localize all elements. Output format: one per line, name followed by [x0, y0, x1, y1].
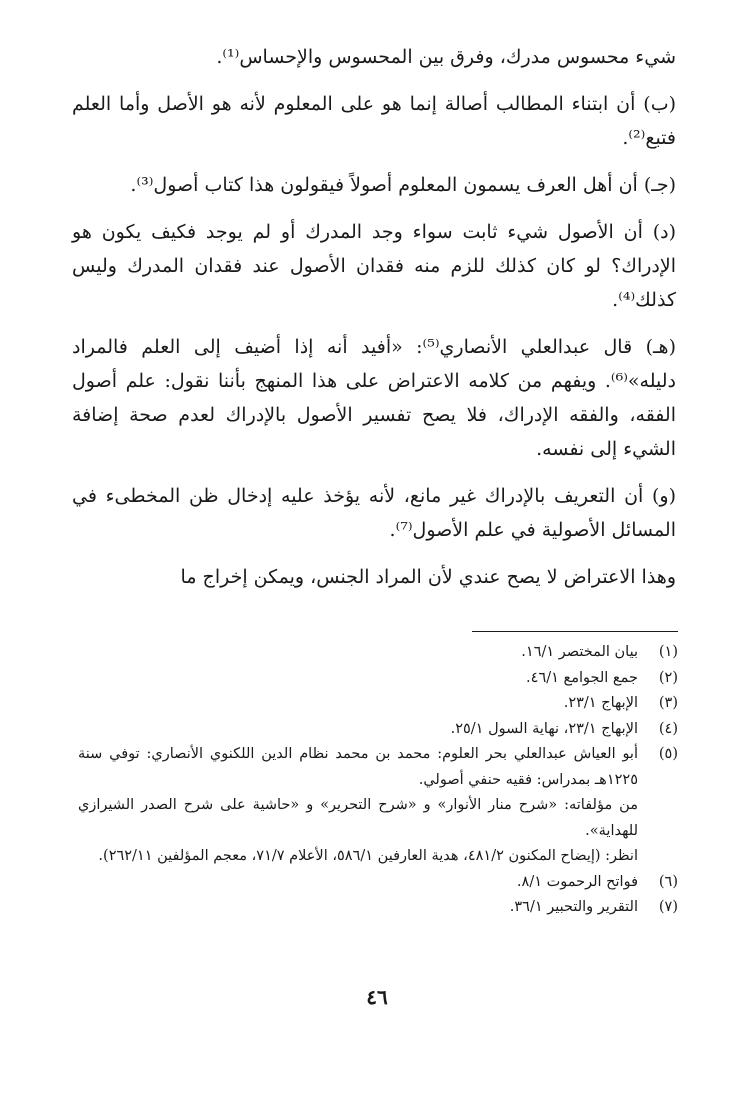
footnote-5-sources: انظر: (إيضاح المكنون ٤٨١/٢، هدية العارفين ٥٨٦/١، الأعلام ٧١/٧، معجم المؤلفين ٢٦٢/١١).: [98, 848, 638, 864]
paragraph-d: (د) أن الأصول شيء ثابت سواء وجد المدرك أو لم يوجد فكيف يكون هو الإدراك؟ لو كان كذلك للزم منه فقدان الأصول عند فقدان المدرك وليس كذلك⁽⁴⁾.: [72, 221, 676, 311]
footnote-text: فواتح الرحموت ٨/١.: [516, 873, 638, 890]
footnote-number: (٥): [658, 746, 678, 762]
footnote-6: [78, 870, 678, 896]
main-text: [72, 40, 676, 607]
paragraph-h: (هـ) قال عبدالعلي الأنصاري⁽⁵⁾: «أفيد أنه إذا أضيف إلى العلم فالمراد دليله»⁽⁶⁾. ويفهم من كلامه الاعتراض على هذا المنهج بأننا نقول: علم أصول الفقه، والفقه الإدراك، فلا يصح تفسير الأصول بالإدراك لعدم صحة إضافة الشيء إلى نفسه.: [72, 336, 676, 460]
footnote-number: (٣): [658, 695, 678, 711]
paragraph-w: (و) أن التعريف بالإدراك غير مانع، لأنه يؤخذ عليه إدخال ظن المخطىء في المسائل الأصولية في علم الأصول⁽⁷⁾.: [72, 485, 676, 541]
footnote-text: الإبهاج ٢٣/١.: [563, 695, 638, 711]
footnote-text: الإبهاج ٢٣/١، نهاية السول ٢٥/١.: [450, 720, 638, 737]
footnote-4: [78, 717, 678, 743]
footnote-number: (٢): [658, 669, 678, 686]
footnote-5: [78, 742, 678, 793]
footnote-text: التقرير والتحبير ٣٦/١.: [509, 899, 638, 915]
paragraph-j: (جـ) أن أهل العرف يسمون المعلوم أصولاً فيقولون هذا كتاب أصول⁽³⁾.: [130, 174, 676, 196]
footnotes: [78, 640, 678, 921]
footnote-number: (١): [658, 644, 678, 660]
footnote-5-works: من مؤلفاته: «شرح منار الأنوار» و «شرح التحرير» و «حاشية على شرح الصدر الشيرازي للهداية».: [78, 797, 638, 839]
footnote-3: [78, 691, 678, 717]
footnote-1: [78, 640, 678, 666]
footnote-number: (٤): [658, 720, 678, 737]
footnote-number: (٦): [658, 873, 678, 890]
footnote-separator: [472, 631, 678, 632]
footnote-7: [78, 895, 678, 921]
page-number: ٤٦: [366, 985, 388, 1009]
footnote-text: بيان المختصر ١٦/١.: [521, 644, 638, 660]
paragraph-continuation: شيء محسوس مدرك، وفرق بين المحسوس والإحساس⁽¹⁾.: [216, 46, 676, 68]
footnote-text: أبو العياش عبدالعلي بحر العلوم: محمد بن محمد نظام الدين اللكنوي الأنصاري: توفي سنة ١٢٢٥هـ بمدراس: فقيه حنفي أصولي.: [78, 746, 638, 788]
footnote-number: (٧): [658, 899, 678, 915]
paragraph-closing: وهذا الاعتراض لا يصح عندي لأن المراد الجنس، ويمكن إخراج ما: [180, 566, 676, 588]
footnote-text: جمع الجوامع ٤٦/١.: [526, 669, 638, 686]
footnote-2: [78, 666, 678, 692]
paragraph-b: (ب) أن ابتناء المطالب أصالة إنما هو على المعلوم لأنه هو الأصل وأما العلم فتبع⁽²⁾.: [72, 93, 676, 149]
